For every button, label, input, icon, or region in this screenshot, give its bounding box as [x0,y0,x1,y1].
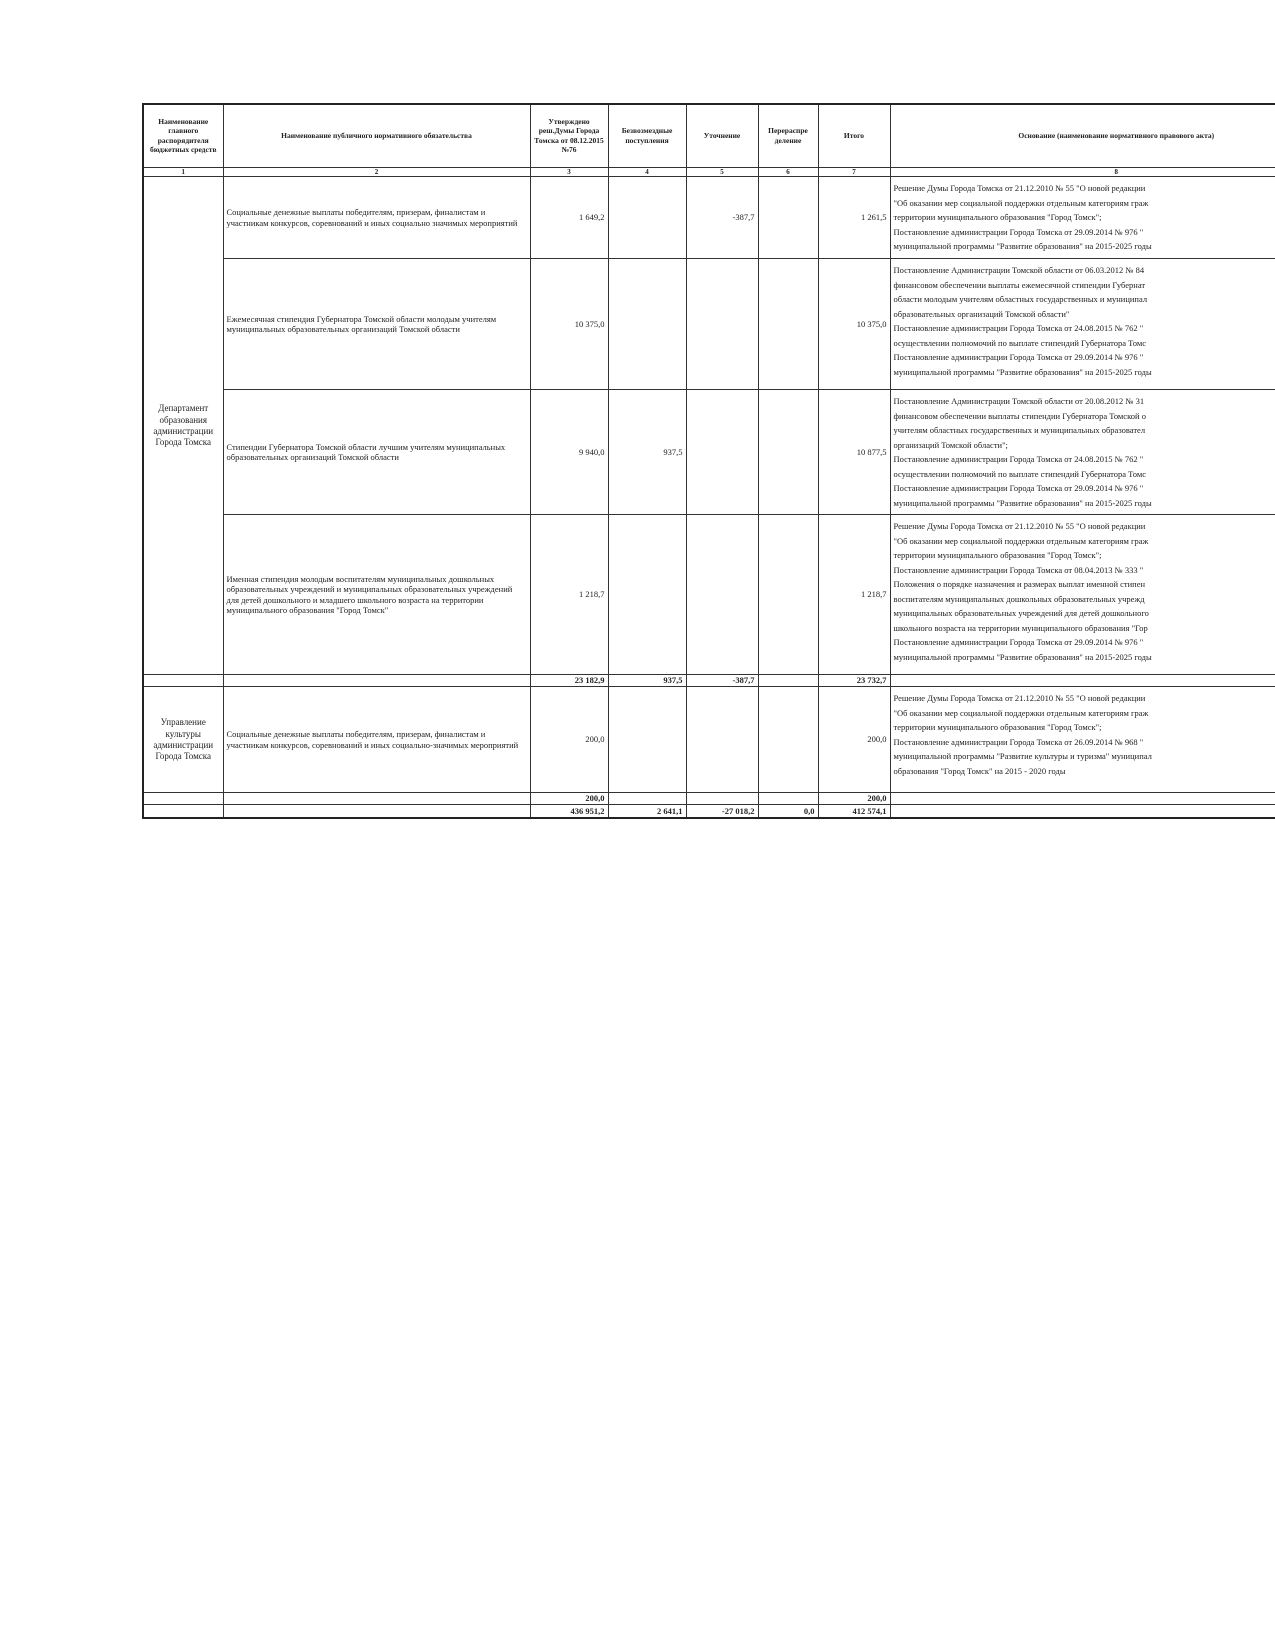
basis-line: Постановление Администрации Томской области от 06.03.2012 № 84 [893,265,1145,276]
free-receipts-value [608,259,686,390]
subtotal-empty-cell [890,675,1275,687]
subtotal-empty-cell [223,675,530,687]
subtotal-redistribution [758,793,818,805]
header-org: Наименование главного распорядителя бюджетных средств [143,104,223,167]
table-row [143,687,1275,793]
table-row [143,515,1275,675]
approved-value: 1 218,7 [530,515,608,675]
subtotal-row [143,675,1275,687]
free-receipts-value [608,177,686,259]
basis-line: "Об оказании мер социальной поддержки отдельным категориям граж [893,707,1149,718]
grand-total-row [143,805,1275,819]
approved-value: 9 940,0 [530,390,608,515]
free-receipts-value [608,687,686,793]
col-number: 1 [143,167,223,177]
subtotal-empty-cell [890,793,1275,805]
clarification-value [686,390,758,515]
grand-total-empty-cell [143,805,223,819]
total-value: 1 261,5 [818,177,890,259]
basis-line: осуществлении полномочий по выплате стипендий Губернатора Томс [893,468,1146,479]
col-number: 2 [223,167,530,177]
header-total: Итого [818,104,890,167]
basis-line: Постановление администрации Города Томска от 26.09.2014 № 968 " [893,736,1144,747]
table-row [143,390,1275,515]
header-redistribution: Перераспре деление [758,104,818,167]
basis-line: муниципальной программы "Развитие образования" на 2015-2025 годы [893,651,1152,662]
basis-line: Постановление администрации Города Томска от 29.09.2014 № 976 " [893,352,1144,363]
header-obligation: Наименование публичного нормативного обязательства [223,104,530,167]
subtotal-empty-cell [143,675,223,687]
obligation-name: Социальные денежные выплаты победителям, призерам, финалистам и участникам конкурсов, соревнований и иных социально значимых мероприятий [223,177,530,259]
basis-text [890,390,1275,515]
subtotal-empty-cell [223,793,530,805]
clarification-value [686,259,758,390]
table-row [143,177,1275,259]
basis-text [890,177,1275,259]
basis-line: финансовом обеспечении выплаты стипендии Губернатора Томской о [893,410,1146,421]
basis-line: муниципальной программы "Развитие образования" на 2015-2025 годы [893,241,1152,252]
obligation-name: Стипендии Губернатора Томской области лучшим учителям муниципальных образовательных организаций Томской области [223,390,530,515]
basis-line: образования "Город Томск" на 2015 - 2020 годы [893,765,1066,776]
grand-total-redistribution: 0,0 [758,805,818,819]
basis-text [890,259,1275,390]
col-number: 3 [530,167,608,177]
col-number: 5 [686,167,758,177]
basis-line: Постановление Администрации Томской области от 20.08.2012 № 31 [893,396,1145,407]
subtotal-free-receipts: 937,5 [608,675,686,687]
header-approved: Утверждено реш.Думы Города Томска от 08.12.2015 №76 [530,104,608,167]
budget-table [142,103,1275,819]
grand-total-approved: 436 951,2 [530,805,608,819]
approved-value: 200,0 [530,687,608,793]
basis-text [890,515,1275,675]
obligation-name: Социальные денежные выплаты победителям, призерам, финалистам и участникам конкурсов, соревнований и иных социально-значимых мероприятий [223,687,530,793]
obligation-name: Именная стипендия молодым воспитателям муниципальных дошкольных образовательных учреждений и муниципальных образовательных учреждений для детей дошкольного и младшего школьного возраста на территории муниципального образования "Город Томск" [223,515,530,675]
basis-line: Положения о порядке назначения и размерах выплат именной стипен [893,579,1146,590]
grand-total-clarification: -27 018,2 [686,805,758,819]
subtotal-row [143,793,1275,805]
basis-line: территории муниципального образования "Город Томск"; [893,722,1102,733]
basis-line: школьного возраста на территории муниципального образования "Гор [893,622,1148,633]
basis-line: муниципальной программы "Развитие образования" на 2015-2025 годы [893,497,1152,508]
subtotal-approved: 200,0 [530,793,608,805]
basis-line: территории муниципального образования "Город Томск"; [893,550,1102,561]
basis-line: муниципальной программы "Развитие образования" на 2015-2025 годы [893,366,1152,377]
redistribution-value [758,259,818,390]
col-number: 6 [758,167,818,177]
basis-line: муниципальной программы "Развитие культуры и туризма" муниципал [893,751,1152,762]
basis-line: Решение Думы Города Томска от 21.12.2010 № 55 "О новой редакции [893,183,1146,194]
subtotal-clarification: -387,7 [686,675,758,687]
subtotal-approved: 23 182,9 [530,675,608,687]
budget-table-sheet [142,103,1275,846]
free-receipts-value: 937,5 [608,390,686,515]
basis-line: территории муниципального образования "Город Томск"; [893,212,1102,223]
basis-line: Постановление администрации Города Томска от 24.08.2015 № 762 " [893,454,1144,465]
basis-line: организаций Томской области"; [893,439,1008,450]
basis-text [890,687,1275,793]
obligation-name: Ежемесячная стипендия Губернатора Томской области молодым учителям муниципальных образовательных организаций Томской области [223,259,530,390]
subtotal-total: 200,0 [818,793,890,805]
grand-total-empty-cell [890,805,1275,819]
clarification-value [686,515,758,675]
basis-line: образовательных организаций Томской области" [893,308,1070,319]
basis-line: "Об оказании мер социальной поддержки отдельным категориям граж [893,197,1149,208]
basis-line: осуществлении полномочий по выплате стипендий Губернатора Томс [893,337,1146,348]
grand-total-total: 412 574,1 [818,805,890,819]
redistribution-value [758,687,818,793]
approved-value: 1 649,2 [530,177,608,259]
grand-total-empty-cell [223,805,530,819]
total-value: 10 877,5 [818,390,890,515]
basis-line: муниципальных образовательных учреждений для детей дошкольного [893,608,1149,619]
basis-line: Постановление администрации Города Томска от 29.09.2014 № 976 " [893,483,1144,494]
subtotal-redistribution [758,675,818,687]
clarification-value [686,687,758,793]
basis-line: Решение Думы Города Томска от 21.12.2010 № 55 "О новой редакции [893,521,1146,532]
basis-line: Постановление администрации Города Томска от 08.04.2013 № 333 " [893,564,1144,575]
approved-value: 10 375,0 [530,259,608,390]
org-name: Департамент образования администрации Города Томска [143,177,223,675]
col-number: 4 [608,167,686,177]
total-value: 200,0 [818,687,890,793]
basis-line: области молодым учителям областных государственных и муниципал [893,294,1148,305]
basis-line: учителям областных государственных и муниципальных образовател [893,425,1146,436]
redistribution-value [758,177,818,259]
header-free-receipts: Безвозмездные поступления [608,104,686,167]
basis-line: Постановление администрации Города Томска от 29.09.2014 № 976 " [893,637,1144,648]
col-number: 7 [818,167,890,177]
redistribution-value [758,515,818,675]
clarification-value: -387,7 [686,177,758,259]
header-clarification: Уточнение [686,104,758,167]
basis-line: Постановление администрации Города Томска от 29.09.2014 № 976 " [893,226,1144,237]
total-value: 10 375,0 [818,259,890,390]
basis-line: Решение Думы Города Томска от 21.12.2010 № 55 "О новой редакции [893,693,1146,704]
basis-line: воспитателям муниципальных дошкольных образовательных учрежд [893,593,1145,604]
subtotal-empty-cell [143,793,223,805]
grand-total-free-receipts: 2 641,1 [608,805,686,819]
redistribution-value [758,390,818,515]
org-name: Управление культуры администрации Города Томска [143,687,223,793]
col-number: 8 [890,167,1275,177]
basis-line: "Об оказании мер социальной поддержки отдельным категориям граж [893,535,1149,546]
header-basis: Основание (наименование нормативного правового акта) [890,104,1275,167]
subtotal-free-receipts [608,793,686,805]
table-row [143,259,1275,390]
subtotal-clarification [686,793,758,805]
free-receipts-value [608,515,686,675]
subtotal-total: 23 732,7 [818,675,890,687]
basis-line: Постановление администрации Города Томска от 24.08.2015 № 762 " [893,323,1144,334]
total-value: 1 218,7 [818,515,890,675]
basis-line: финансовом обеспечении выплаты ежемесячной стипендии Губернат [893,279,1146,290]
